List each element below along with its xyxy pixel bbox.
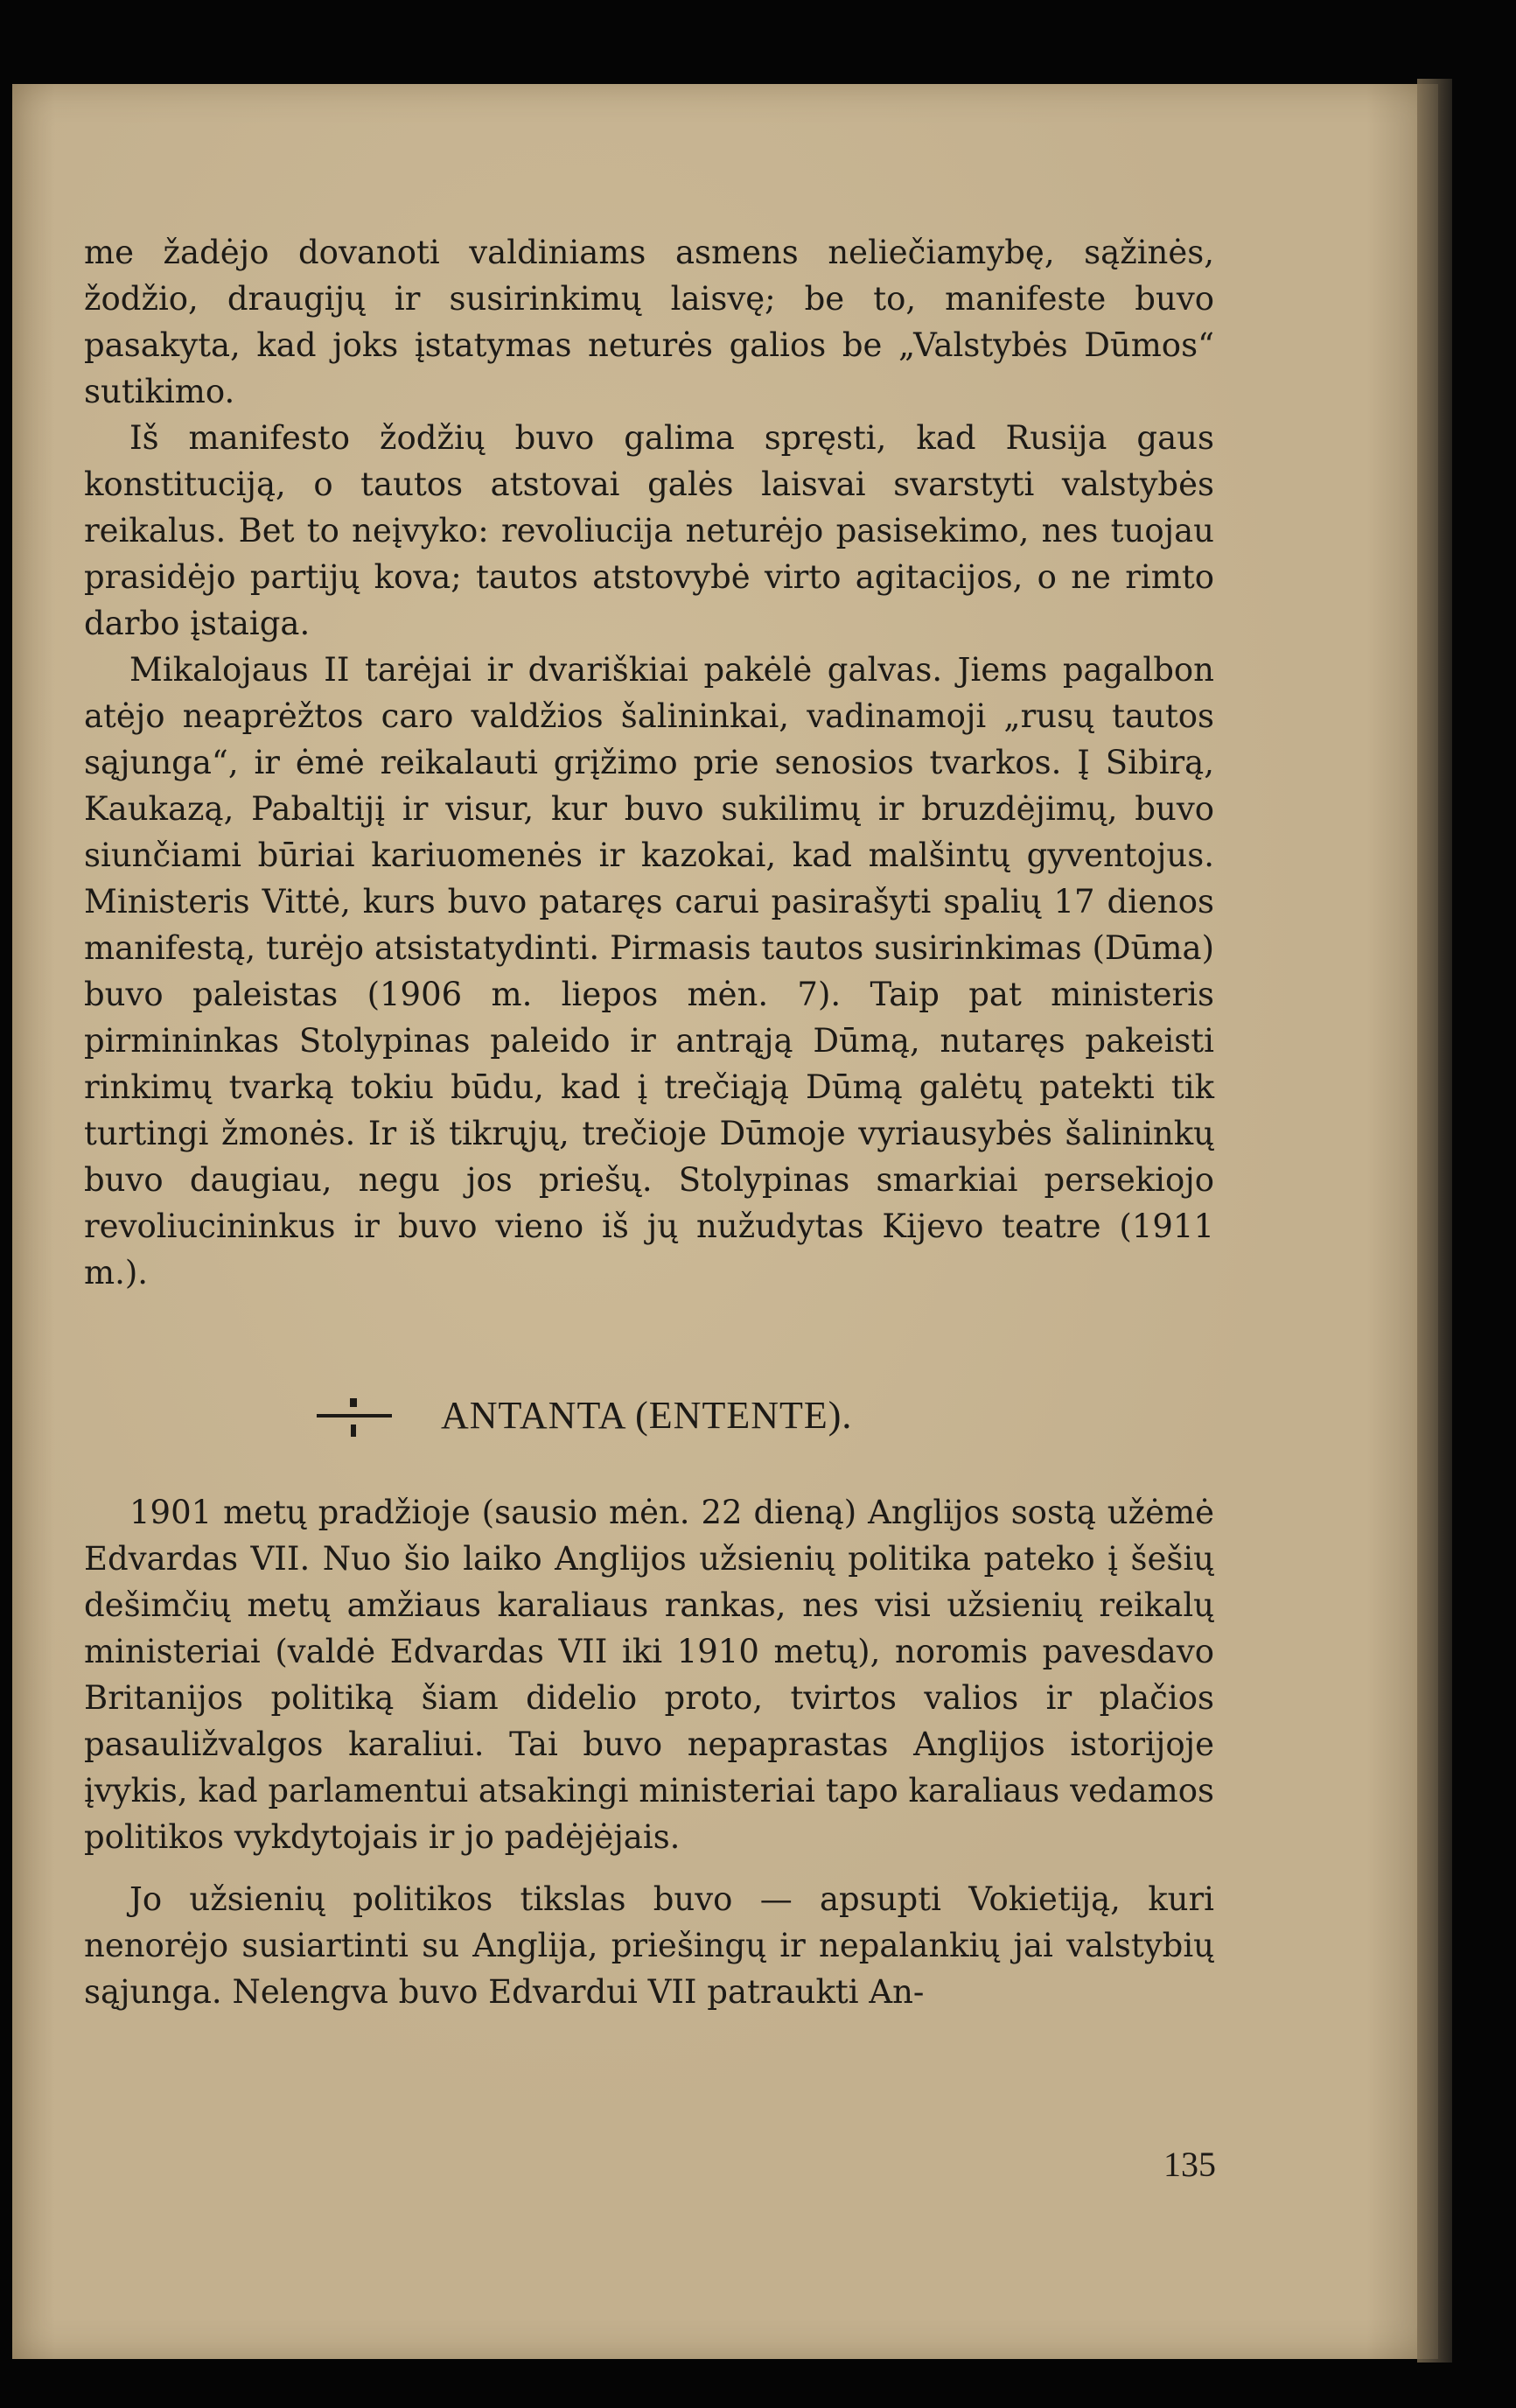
paragraph-policy: Jo užsienių politikos tikslas buvo — apsupti Vokietiją, kuri nenorėjo susiartinti su Anglija, priešingų ir nepalankių jai valstybių sąjunga. Nelengva buvo Edvardui VII patraukti An- <box>84 1880 1214 2011</box>
section-heading <box>84 1386 1214 1438</box>
paragraph-edward: 1901 metų pradžioje (sausio mėn. 22 dieną) Anglijos sostą užėmė Edvardas VII. Nuo šio laiko Anglijos užsienių politika pateko į šešių dešimčių metų amžiaus karaliaus rankas, nes visi užsienių reikalų ministeriai (valdė Edvardas VII iki 1910 metų), noromis pavesdavo Britanijos politiką šiam didelio proto, tvirtos valios ir plačios pasauližvalgos karaliui. Tai buvo nepaprastas Anglijos istorijoje įvykis, kad parlamentui atsakingi ministeriai tapo karaliaus vedamos politikos vykdytojais ir jo padėjėjais. <box>84 1494 1214 1856</box>
section-ornament-icon <box>313 1391 395 1442</box>
book-spine-shadow <box>1417 79 1452 2362</box>
paragraph-manifesto: Iš manifesto žodžių buvo galima spręsti, kad Rusija gaus konstituciją, o tautos atstovai galės laisvai svarstyti valstybės reikalus. Bet to neįvyko: revoliucija neturėjo pasisekimo, nes tuojau prasidėjo partijų kova; tautos atstovybė virto agitacijos, o ne rimto darbo įstaiga. <box>84 419 1214 642</box>
paragraph-reaction: Mikalojaus II tarėjai ir dvariškiai pakėlė galvas. Jiems pagalbon atėjo neaprėžtos caro valdžios šalininkai, vadinamoji „rusų tautos sąjunga“, ir ėmė reikalauti grįžimo prie senosios tvarkos. Į Sibirą, Kaukazą, Pabaltijį ir visur, kur buvo sukilimų ir bruzdėjimų, buvo siunčiami būriai kariuomenės ir kazokai, kad malšintų gyventojus. Ministeris Vittė, kurs buvo pataręs carui pasirašyti spalių 17 dienos manifestą, turėjo atsistatydinti. Pirmasis tautos susirinkimas (Dūma) buvo paleistas (1906 m. liepos mėn. 7). Taip pat ministeris pirmininkas Stolypinas paleido ir antrąją Dūmą, nutaręs pakeisti rinkimų tvarką tokiu būdu, kad į trečiąją Dūmą galėtų patekti tik turtingi žmonės. Ir iš tikrųjų, trečioje Dūmoje vyriausybės šalininkų buvo daugiau, negu jos priešų. Stolypinas smarkiai persekiojo revoliucininkus ir buvo vieno iš jų nužudytas Kijevo teatre (1911 m.). <box>84 651 1214 1292</box>
page-body <box>84 229 1214 2015</box>
page-number: 135 <box>1163 2145 1216 2184</box>
section-title: ANTANTA (ENTENTE). <box>441 1394 853 1437</box>
paragraph-continuation: me žadėjo dovanoti valdiniams asmens neliečiamybę, sąžinės, žodžio, draugijų ir susirinkimų laisvę; be to, manifeste buvo pasakyta, kad joks įstatymas neturės galios be „Valstybės Dūmos“ sutikimo. <box>84 234 1214 410</box>
